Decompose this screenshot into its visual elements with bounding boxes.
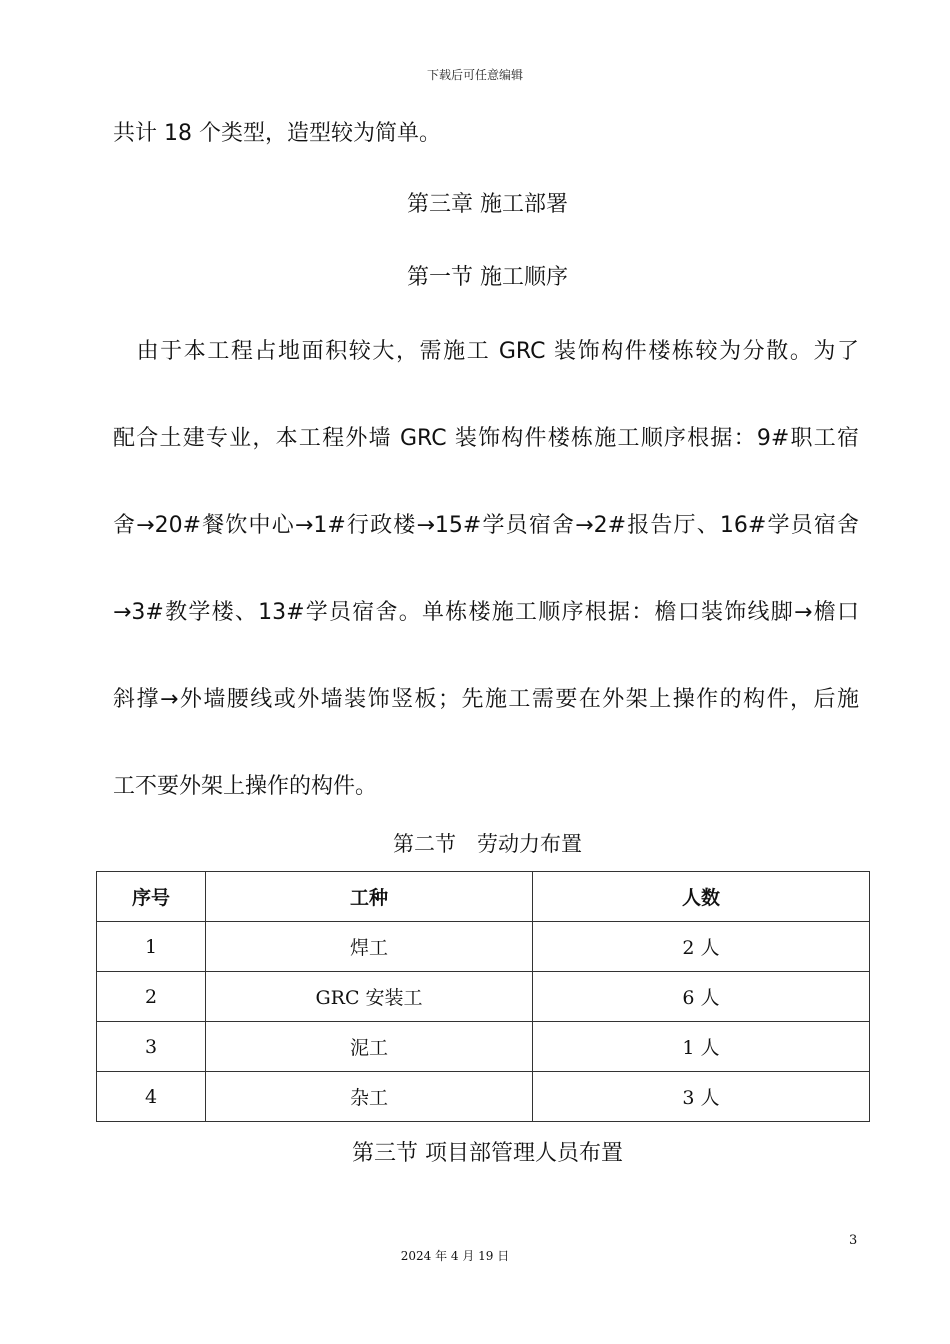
chapter-title: 第三章 施工部署 <box>407 192 568 217</box>
section-title-1: 第一节 施工顺序 <box>407 265 568 290</box>
table-row <box>97 922 870 972</box>
paragraph-line: →3#教学楼、13#学员宿舍。单栋楼施工顺序根据：檐口装饰线脚→檐口 <box>113 600 859 625</box>
cell-count: 1 人 <box>533 1022 870 1072</box>
table-row <box>97 972 870 1022</box>
paragraph-line: 斜撑→外墙腰线或外墙装饰竖板；先施工需要在外架上操作的构件，后施 <box>113 687 859 712</box>
paragraph-line: 配合土建专业，本工程外墙 GRC 装饰构件楼栋施工顺序根据：9#职工宿 <box>113 426 859 451</box>
labor-table <box>96 871 870 1122</box>
intro-line: 共计 18 个类型，造型较为简单。 <box>113 121 441 146</box>
page-header: 下载后可任意编辑 <box>426 68 523 82</box>
cell-trade: 泥工 <box>206 1022 533 1072</box>
header-cell-count: 人数 <box>533 872 870 922</box>
header-cell-trade: 工种 <box>206 872 533 922</box>
cell-count: 3 人 <box>533 1072 870 1122</box>
cell-index: 3 <box>97 1022 206 1072</box>
section-title-2: 第二节 劳动力布置 <box>393 832 582 856</box>
table-row <box>97 1022 870 1072</box>
table-header-row <box>97 872 870 922</box>
paragraph-line: 工不要外架上操作的构件。 <box>113 774 378 799</box>
page-number: 3 <box>849 1233 858 1248</box>
section-title-3: 第三节 项目部管理人员布置 <box>352 1141 623 1166</box>
cell-index: 2 <box>97 972 206 1022</box>
cell-count: 6 人 <box>533 972 870 1022</box>
cell-trade: GRC 安装工 <box>206 972 533 1022</box>
cell-index: 4 <box>97 1072 206 1122</box>
header-cell-index: 序号 <box>97 872 206 922</box>
footer-date: 2024 年 4 月 19 日 <box>400 1249 510 1263</box>
paragraph-line: 由于本工程占地面积较大，需施工 GRC 装饰构件楼栋较为分散。为了 <box>113 339 859 364</box>
cell-trade: 焊工 <box>206 922 533 972</box>
cell-trade: 杂工 <box>206 1072 533 1122</box>
cell-index: 1 <box>97 922 206 972</box>
paragraph-line: 舍→20#餐饮中心→1#行政楼→15#学员宿舍→2#报告厅、16#学员宿舍 <box>113 513 859 538</box>
table-row <box>97 1072 870 1122</box>
cell-count: 2 人 <box>533 922 870 972</box>
